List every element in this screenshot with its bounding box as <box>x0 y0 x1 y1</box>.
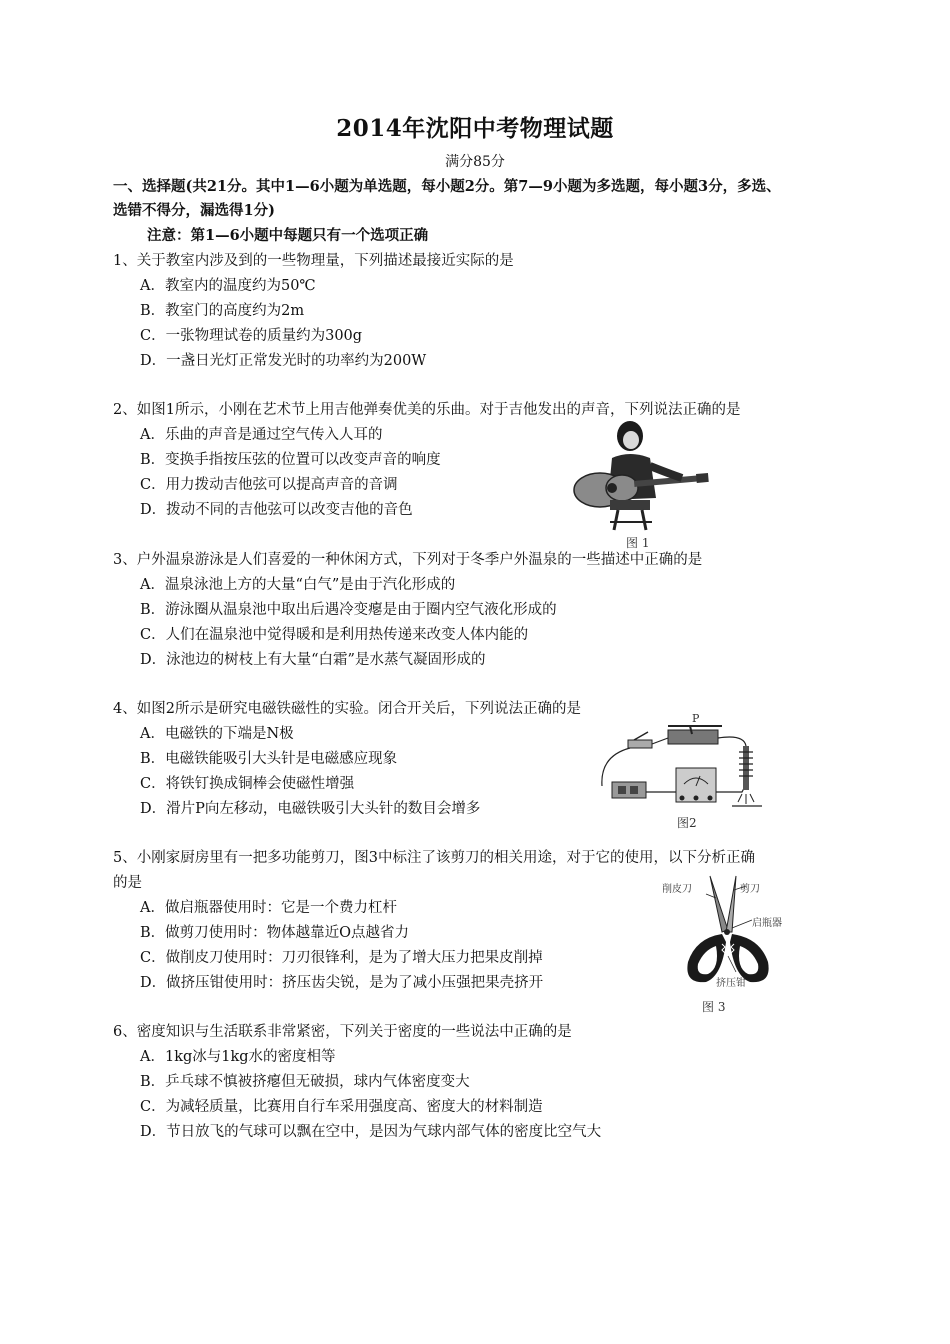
question-2-option-a: A．乐曲的声音是通过空气传入人耳的 <box>140 427 383 443</box>
question-2-option-b: B．变换手指按压弦的位置可以改变声音的响度 <box>140 452 441 468</box>
question-6-option-d: D．节日放飞的气球可以飘在空中，是因为气球内部气体的密度比空气大 <box>140 1124 602 1140</box>
section-note: 注意：第1—6小题中每题只有一个选项正确 <box>147 227 429 244</box>
section-header: 一、选择题(共21分。其中1—6小题为单选题，每小题2分。第7—9小题为多选题，每小题3分，多选、 <box>113 178 781 195</box>
question-1-option-c: C．一张物理试卷的质量约为300g <box>140 328 363 344</box>
question-3-option-a: A．温泉泳池上方的大量“白气”是由于汽化形成的 <box>140 577 456 593</box>
guitar-player-figure <box>570 418 710 538</box>
question-4-stem: 4、如图2所示是研究电磁铁磁性的实验。闭合开关后，下列说法正确的是 <box>113 701 581 717</box>
question-1-option-b: B．教室门的高度约为2m <box>140 303 305 319</box>
question-2-stem: 2、如图1所示，小刚在艺术节上用吉他弹奏优美的乐曲。对于吉他发出的声音，下列说法正确的是 <box>113 402 741 418</box>
figure-1-caption: 图 1 <box>626 536 650 550</box>
question-6-option-b: B．乒乓球不慎被挤瘪但无破损，球内气体密度变大 <box>140 1074 470 1090</box>
question-6-option-c: C．为减轻质量，比赛用自行车采用强度高、密度大的材料制造 <box>140 1099 543 1115</box>
question-1-option-a: A．教室内的温度约为50℃ <box>140 278 316 294</box>
question-3-stem: 3、户外温泉游泳是人们喜爱的一种休闲方式，下列对于冬季户外温泉的一些描述中正确的是 <box>113 552 703 568</box>
figure-2-caption: 图2 <box>677 816 697 830</box>
figure-3-caption: 图 3 <box>702 1000 726 1014</box>
question-5-option-c: C．做削皮刀使用时：刀刃很锋利，是为了增大压力把果皮削掉 <box>140 950 543 966</box>
question-5-option-a: A．做启瓶器使用时：它是一个费力杠杆 <box>140 900 397 916</box>
question-6-stem: 6、密度知识与生活联系非常紧密，下列关于密度的一些说法中正确的是 <box>113 1024 572 1040</box>
figure-2-label-p: P <box>692 712 700 725</box>
question-5-option-d: D．做挤压钳使用时：挤压齿尖锐，是为了减小压强把果壳挤开 <box>140 975 544 991</box>
electromagnet-circuit-figure <box>596 716 772 812</box>
question-1-stem: 1、关于教室内涉及到的一些物理量，下列描述最接近实际的是 <box>113 253 514 269</box>
question-1-option-d: D．一盏日光灯正常发光时的功率约为200W <box>140 353 427 369</box>
question-4-option-d: D．滑片P向左移动，电磁铁吸引大头针的数目会增多 <box>140 801 481 817</box>
question-2-option-c: C．用力拨动吉他弦可以提高声音的音调 <box>140 477 398 493</box>
question-5-stem-cont: 的是 <box>113 875 142 891</box>
question-2-option-d: D．拨动不同的吉他弦可以改变吉他的音色 <box>140 502 413 518</box>
question-3-option-d: D．泳池边的树枝上有大量“白霜”是水蒸气凝固形成的 <box>140 652 486 668</box>
question-5-option-b: B．做剪刀使用时：物体越靠近O点越省力 <box>140 925 410 941</box>
question-3-option-b: B．游泳圈从温泉池中取出后遇冷变瘪是由于圈内空气液化形成的 <box>140 602 557 618</box>
figure-3-label-nutcracker: 挤压钳 <box>716 978 746 989</box>
question-4-option-a: A．电磁铁的下端是N极 <box>140 726 294 742</box>
page-title: 2014年沈阳中考物理试题 <box>336 115 614 142</box>
question-6-option-a: A．1kg冰与1kg水的密度相等 <box>140 1049 336 1065</box>
question-4-option-c: C．将铁钉换成铜棒会使磁性增强 <box>140 776 355 792</box>
section-header-cont: 选错不得分，漏选得1分) <box>113 202 275 219</box>
page-subtitle: 满分85分 <box>445 154 505 170</box>
figure-3-label-bottle-opener: 启瓶器 <box>752 918 782 929</box>
question-3-option-c: C．人们在温泉池中觉得暖和是利用热传递来改变人体内能的 <box>140 627 529 643</box>
figure-3-label-scissors: 剪刀 <box>740 884 760 895</box>
figure-3-label-peeler: 削皮刀 <box>662 884 692 895</box>
question-4-option-b: B．电磁铁能吸引大头针是电磁感应现象 <box>140 751 398 767</box>
question-5-stem: 5、小刚家厨房里有一把多功能剪刀，图3中标注了该剪刀的相关用途，对于它的使用，以下分析正确 <box>113 850 755 866</box>
